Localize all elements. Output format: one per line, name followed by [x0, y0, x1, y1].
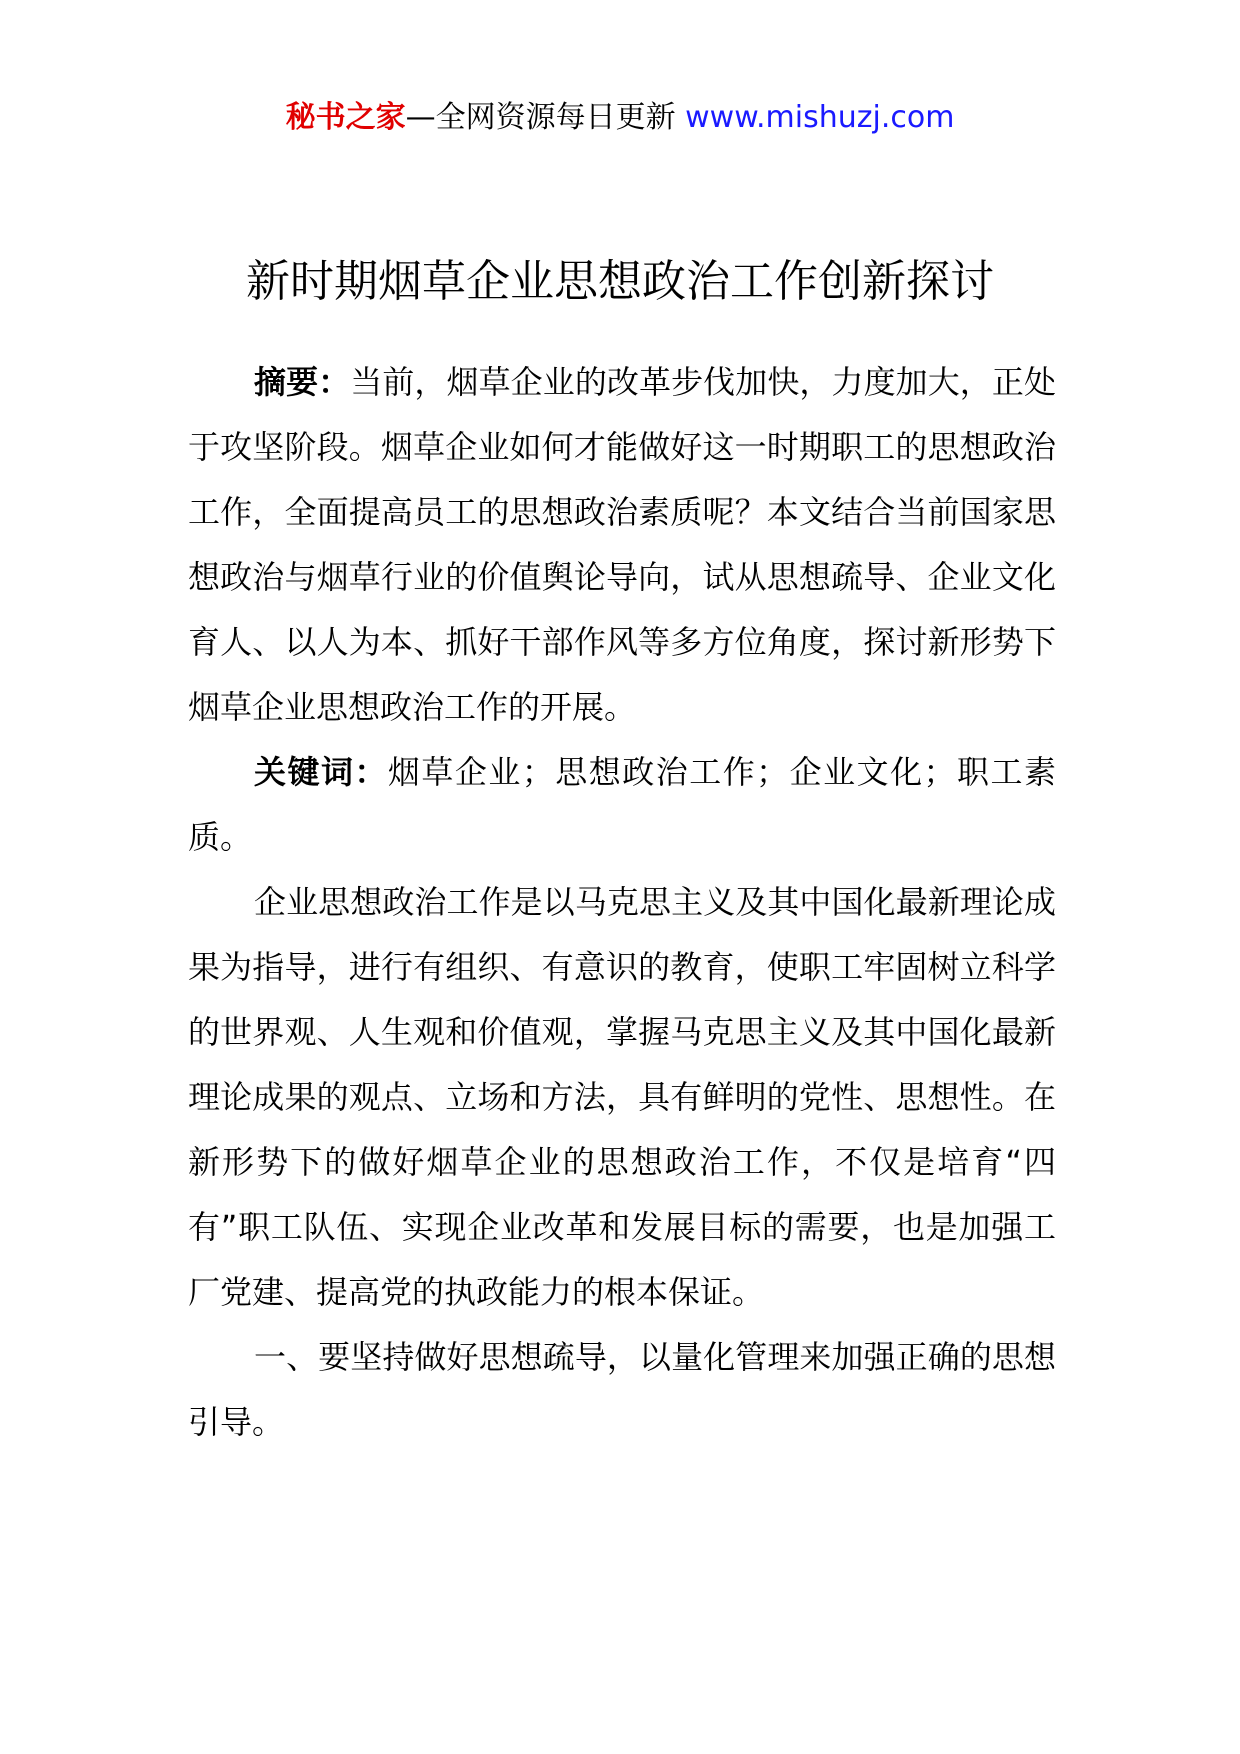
document-title: 新时期烟草企业思想政治工作创新探讨 — [246, 256, 994, 307]
keywords-text: 烟草企业；思想政治工作；企业文化；职工素质。 — [188, 753, 1056, 856]
body-paragraph-intro: 企业思想政治工作是以马克思主义及其中国化最新理论成果为指导，进行有组织、有意识的教育，使职工牢固树立科学的世界观、人生观和价值观，掌握马克思主义及其中国化最新理论成果的观点、立场和方法，具有鲜明的党性、思想性。在新形势下的做好烟草企业的思想政治工作，不仅是培育“四有”职工队伍、实现企业改革和发展目标的需要，也是加强工厂党建、提高党的执政能力的根本保证。 — [188, 883, 1056, 1311]
keywords-label: 关键词： — [254, 753, 388, 791]
section-heading-1: 一、要坚持做好思想疏导，以量化管理来加强正确的思想引导。 — [188, 1338, 1056, 1441]
abstract-paragraph — [188, 350, 1056, 740]
document-body — [188, 350, 1056, 1455]
site-header — [0, 96, 1240, 140]
header-tagline: —全网资源每日更新 — [405, 100, 686, 135]
brand-name: 秘书之家 — [285, 100, 406, 135]
keywords-paragraph — [188, 740, 1056, 870]
site-url[interactable]: www.mishuzj.com — [685, 100, 955, 135]
abstract-label: 摘要： — [254, 363, 351, 401]
abstract-text: 当前，烟草企业的改革步伐加快，力度加大，正处于攻坚阶段。烟草企业如何才能做好这一时期职工的思想政治工作，全面提高员工的思想政治素质呢？本文结合当前国家思想政治与烟草行业的价值舆论导向，试从思想疏导、企业文化育人、以人为本、抓好干部作风等多方位角度，探讨新形势下烟草企业思想政治工作的开展。 — [188, 363, 1056, 726]
